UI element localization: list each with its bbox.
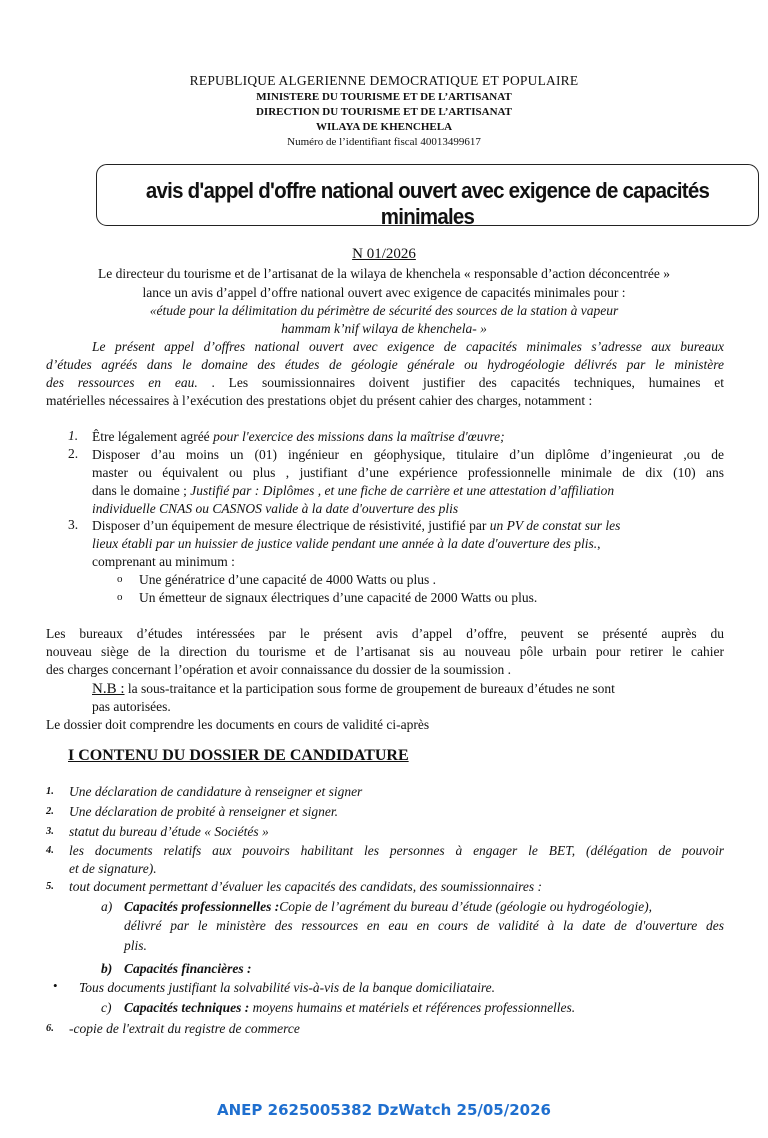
capacity-b-item: Tous documents justifiant la solvabilité vis-à-vis de la banque domiciliataire.: [79, 980, 495, 995]
header-republic: REPUBLIQUE ALGERIENNE DEMOCRATIQUE ET POPULAIRE: [189, 73, 579, 88]
dossier-number-2: 2.: [46, 806, 54, 817]
notice-title: avis d'appel d'offre national ouvert avec exigence de capacités minimales: [145, 178, 710, 229]
header-fiscal-id: Numéro de l’identifiant fiscal 40013499617: [287, 136, 481, 148]
dossier-number-4: 4.: [46, 845, 54, 856]
header-direction: DIRECTION DU TOURISME ET DE L’ARTISANAT: [255, 106, 513, 118]
req-sub-item-1: Une génératrice d’une capacité de 4000 Watts ou plus .: [139, 572, 437, 587]
capacity-a-line-3: plis.: [124, 938, 147, 953]
dossier-intro: Le dossier doit comprendre les documents en cours de validité ci-après: [46, 717, 430, 732]
para1-line-2: d’études agréés dans le domaine des études de géologie générale ou hydrogéologie délivrés par le ministère: [46, 357, 724, 372]
req-sub-item-2: Un émetteur de signaux électriques d’une capacité de 2000 Watts ou plus.: [139, 590, 538, 605]
req-number-2: 2.: [68, 446, 79, 461]
intro-line-4: hammam k’nif wilaya de khenchela- »: [281, 321, 487, 336]
footer-reference: ANEP 2625005382 DzWatch 25/05/2026: [217, 1101, 551, 1119]
para1-line-1: Le présent appel d’offres national ouvert avec exigence de capacités minimales s’adresse aux bureaux: [92, 339, 724, 354]
capacity-a-line-1: Capacités professionnelles :Copie de l’agrément du bureau d’étude (géologie ou hydrogéologie),: [124, 899, 653, 914]
req-item-3-line-2: lieux établi par un huissier de justice valide pendant une année à la date d'ouverture des plis.,: [92, 536, 601, 551]
capacity-b-title: Capacités financières :: [124, 961, 252, 976]
capacity-c-line: Capacités techniques : moyens humains et matériels et références professionnelles.: [124, 1000, 576, 1015]
dossier-number-6: 6.: [46, 1023, 54, 1034]
req-item-2-line-2: master ou équivalent ou plus , justifiant d’une expérience professionnelle minimale de dix (10) ans: [92, 465, 724, 480]
req-item-2-line-3: dans le domaine ; Justifié par : Diplômes , et une fiche de carrière et une attestation d’affiliation: [92, 483, 615, 498]
dossier-number-3: 3.: [46, 826, 54, 837]
capacity-c-label: c): [101, 1000, 112, 1015]
capacity-a-line-2: délivré par le ministère des ressources en eau en cours de validité à la date de d'ouverture des: [124, 918, 724, 933]
intro-line-2: lance un avis d’appel d’offre national ouvert avec exigence de capacités minimales pour :: [142, 285, 626, 300]
capacity-b-label: b): [101, 961, 113, 976]
nb-line-2: pas autorisées.: [92, 699, 171, 714]
bullet-dot: •: [53, 978, 58, 993]
dossier-item-4-line-1: les documents relatifs aux pouvoirs habilitant les personnes à engager le BET, (délégation de pouvoir: [69, 843, 724, 858]
dossier-item-1: Une déclaration de candidature à renseigner et signer: [69, 784, 363, 799]
req-number-1: 1.: [68, 428, 79, 443]
section-title: I CONTENU DU DOSSIER DE CANDIDATURE: [68, 747, 409, 764]
req-item-1: Être légalement agréé pour l'exercice des missions dans la maîtrise d'œuvre;: [92, 429, 505, 444]
header-wilaya: WILAYA DE KHENCHELA: [315, 121, 453, 133]
sub-bullet-1: o: [117, 573, 123, 585]
dossier-item-6: -copie de l'extrait du registre de commerce: [69, 1021, 300, 1036]
para1-line-3: des ressources en eau. . Les soumissionnaires doivent justifier des capacités techniques, humaines et: [46, 375, 724, 390]
req-item-3-line-1: Disposer d’un équipement de mesure électrique de résistivité, justifié par un PV de constat sur les: [92, 518, 621, 533]
header-ministry: MINISTERE DU TOURISME ET DE L’ARTISANAT: [256, 91, 512, 103]
dossier-number-1: 1.: [46, 786, 54, 797]
req-number-3: 3.: [68, 517, 79, 532]
intro-line-3: «étude pour la délimitation du périmètre de sécurité des sources de la station à vapeur: [149, 303, 619, 318]
req-item-2-line-4: individuelle CNAS ou CASNOS valide à la date d'ouverture des plis: [92, 501, 459, 516]
dossier-item-3: statut du bureau d’étude « Sociétés »: [69, 824, 269, 839]
capacity-a-label: a): [101, 899, 113, 914]
para2-line-2: nouveau siège de la direction du tourisme et de l’artisanat sis au nouveau pôle urbain pour retirer le cahier: [46, 644, 724, 659]
intro-line-1: Le directeur du tourisme et de l’artisanat de la wilaya de khenchela « responsable d’action déconcentrée »: [98, 266, 670, 281]
req-item-3-line-3: comprenant au minimum :: [92, 554, 235, 569]
notice-number: N 01/2026: [352, 246, 416, 262]
dossier-item-5: tout document permettant d’évaluer les capacités des candidats, des soumissionnaires :: [69, 879, 543, 894]
sub-bullet-2: o: [117, 591, 123, 603]
para2-line-3: des charges concernant l’opération et avoir connaissance du dossier de la soumission .: [46, 662, 511, 677]
para2-line-1: Les bureaux d’études intéressées par le présent avis d’appel d’offre, peuvent se présenté auprès du: [46, 626, 724, 641]
dossier-item-4-line-2: et de signature).: [69, 861, 157, 876]
dossier-item-2: Une déclaration de probité à renseigner et signer.: [69, 804, 338, 819]
nb-line-1: N.B : la sous-traitance et la participation sous forme de groupement de bureaux d’études ne sont: [92, 681, 615, 697]
req-item-2-line-1: Disposer d’au moins un (01) ingénieur en géophysique, titulaire d’un diplôme d’ingenieurat ,ou de: [92, 447, 724, 462]
dossier-number-5: 5.: [46, 881, 54, 892]
para1-line-4: matérielles nécessaires à l’exécution des prestations objet du présent cahier des charges, notamment :: [46, 393, 593, 408]
